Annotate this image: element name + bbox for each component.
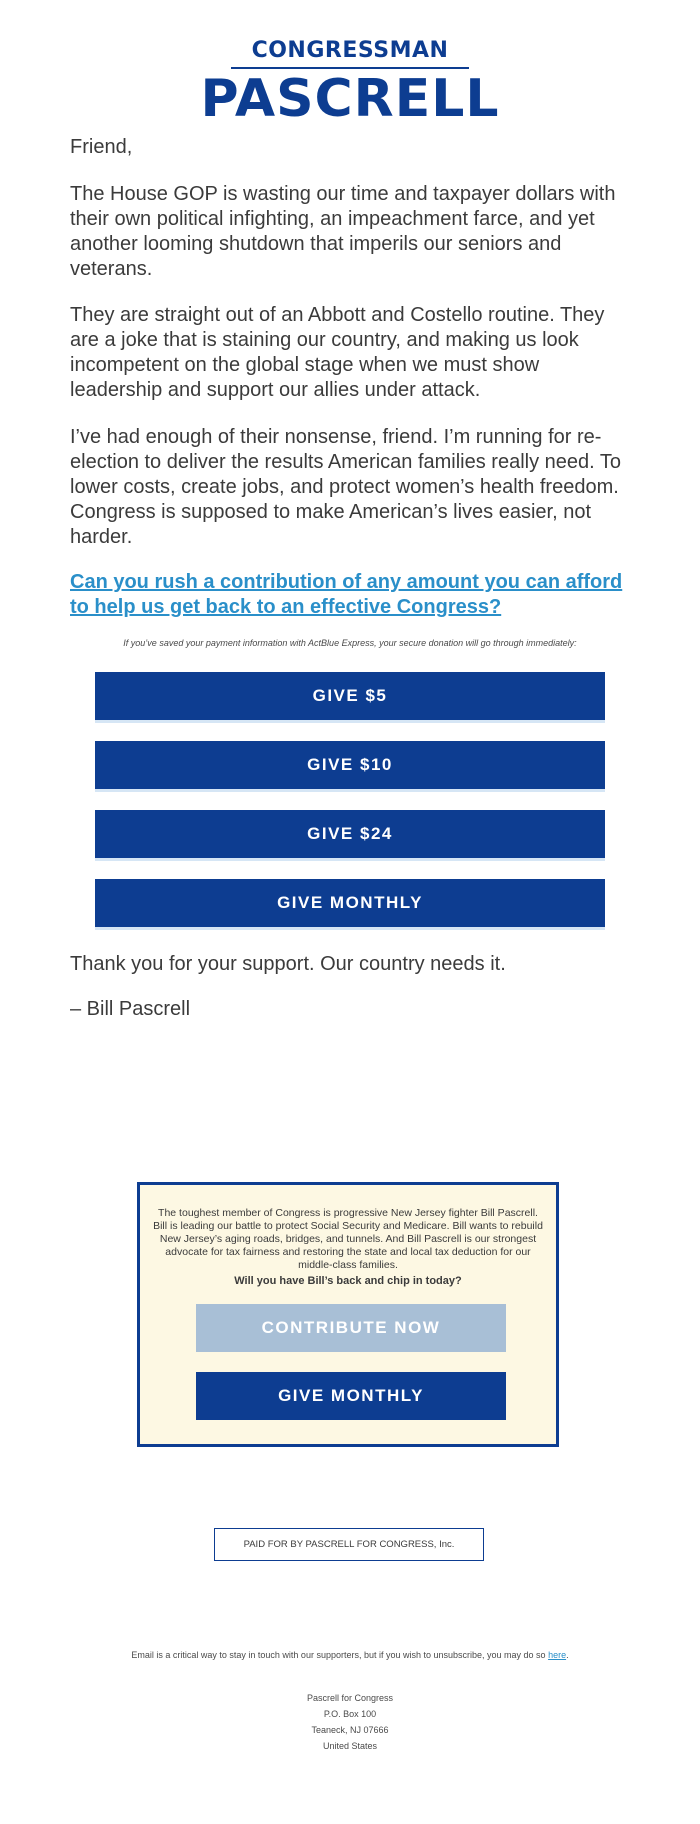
paragraph-3: I’ve had enough of their nonsense, friend. I’m running for re-election to deliver the results American families really need. To lower costs, create jobs, and protect women’s health freedom. Congress is supposed to make American’s lives easier, not harder. (70, 426, 622, 548)
thank-you-text: Thank you for your support. Our country needs it. (70, 953, 506, 975)
address-line-3: Teaneck, NJ 07666 (311, 1725, 389, 1735)
address-line-1: Pascrell for Congress (306, 1693, 394, 1703)
address-line-2: P.O. Box 100 (323, 1709, 377, 1719)
give-5-button[interactable]: GIVE $5 (95, 672, 605, 723)
give-24-button[interactable]: GIVE $24 (95, 810, 605, 861)
unsubscribe-link[interactable]: here (548, 1650, 567, 1660)
paragraph-1: The House GOP is wasting our time and taxpayer dollars with their own political infighting, an impeachment farce, and yet another looming shutdown that imperils our seniors and veterans. (70, 183, 616, 280)
mailing-address (0, 1690, 700, 1754)
unsubscribe-notice (0, 1650, 700, 1660)
logo-title-top: CONGRESSMAN (251, 38, 449, 63)
actblue-express-note: If you’ve saved your payment information with ActBlue Express, your secure donation will go through immediately: (123, 638, 577, 648)
unsubscribe-period: . (566, 1650, 569, 1660)
unsubscribe-text: Email is a critical way to stay in touch with our supporters, but if you wish to unsubscribe, you may do so (131, 1650, 546, 1660)
address-line-4: United States (322, 1741, 378, 1751)
campaign-logo (0, 38, 700, 127)
paragraph-2: They are straight out of an Abbott and Costello routine. They are a joke that is staining our country, and making us look incompetent on the global stage when we must show leadership and support our allies under attack. (70, 304, 605, 401)
give-10-button[interactable]: GIVE $10 (95, 741, 605, 792)
promo-box (137, 1182, 559, 1447)
signature: – Bill Pascrell (70, 998, 191, 1020)
contribute-now-button[interactable]: CONTRIBUTE NOW (196, 1304, 506, 1352)
promo-text: The toughest member of Congress is progressive New Jersey fighter Bill Pascrell. Bill is leading our battle to protect Social Security and Medicare. Bill wants to rebuild New Jersey’s aging roads, bridges, and tunnels. And Bill Pascrell is our strongest advocate for tax fairness and restoring the state and local tax deduction for our middle-class families. (153, 1207, 543, 1271)
logo-title-main: PASCRELL (200, 69, 500, 129)
greeting: Friend, (70, 136, 133, 158)
give-monthly-button[interactable]: GIVE MONTHLY (95, 879, 605, 930)
promo-give-monthly-button[interactable]: GIVE MONTHLY (196, 1372, 506, 1420)
promo-ask: Will you have Bill’s back and chip in today? (234, 1275, 462, 1287)
paid-for-disclaimer: PAID FOR BY PASCRELL FOR CONGRESS, Inc. (214, 1528, 484, 1561)
contribution-link[interactable]: Can you rush a contribution of any amount you can afford to help us get back to an effective Congress? (70, 571, 623, 618)
